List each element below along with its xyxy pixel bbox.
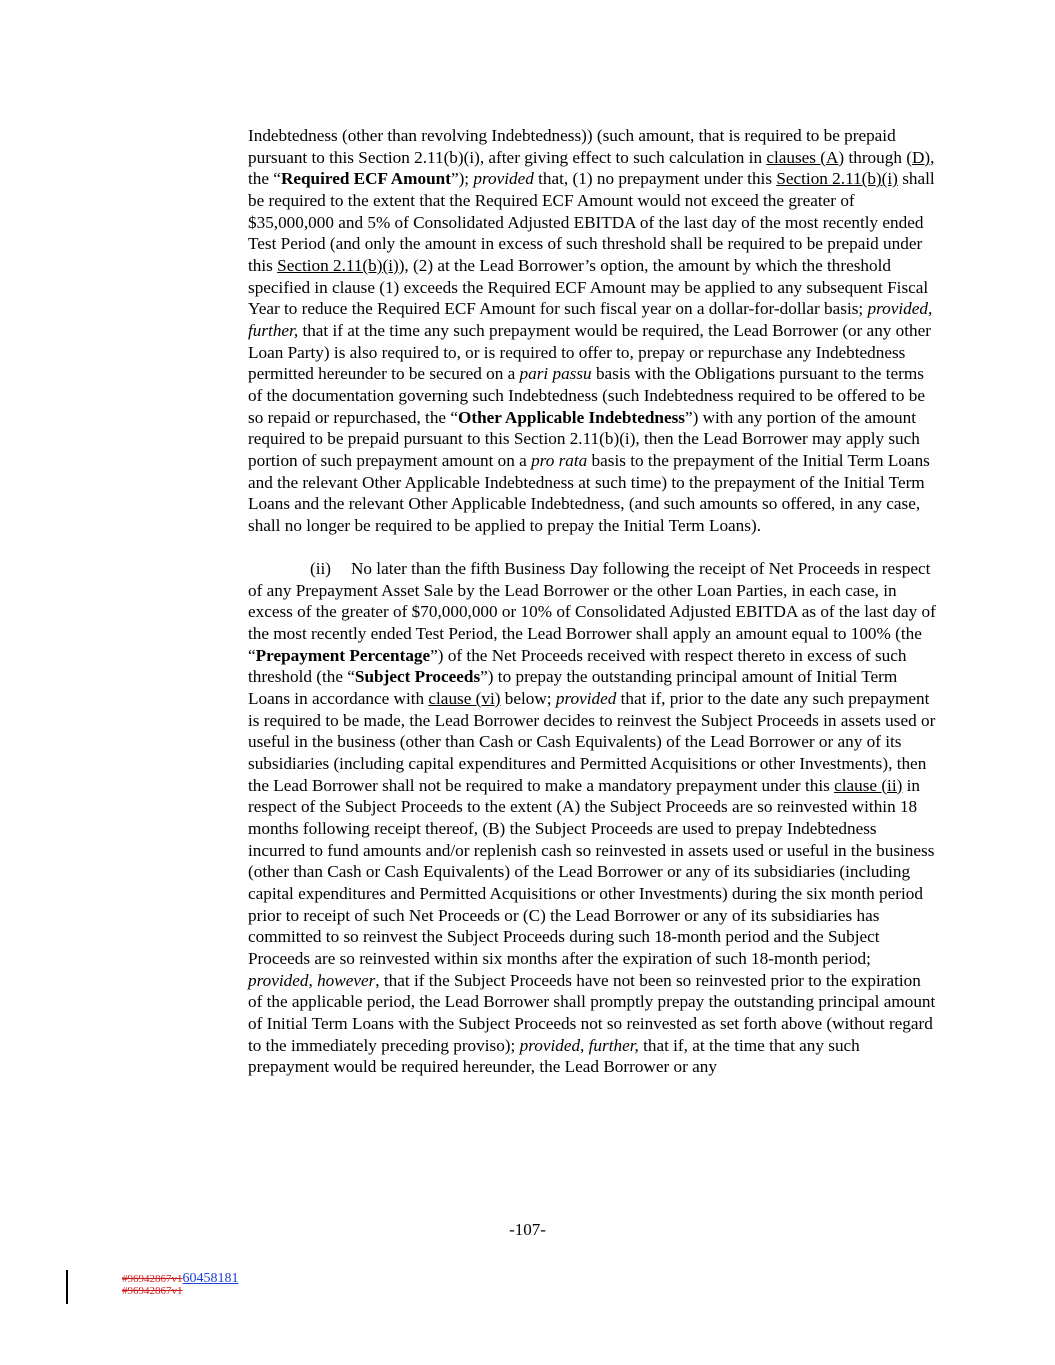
text-run: , the “ (248, 147, 935, 189)
text-run: ), (2) at the Lead Borrower’s option, the amount by which the threshold specified in clause (1) exceeds the Required ECF Amount may be applied to any subsequent Fiscal Year to reduce the Required ECF Amount for such fiscal year on a dollar-for-dollar basis; (248, 255, 929, 319)
italic-term: pro rata (531, 450, 588, 470)
italic-term: provided, further, (519, 1035, 639, 1055)
cross-reference: clauses (A) (766, 147, 845, 167)
text-run: ”) to prepay the outstanding principal amount of Initial Term Loans in accordance with (248, 667, 898, 708)
cross-reference: clause (vi) (428, 689, 501, 708)
inserted-document-id: 60458181 (182, 1271, 239, 1286)
clause-number: (ii) (310, 559, 331, 579)
italic-term: provided (248, 970, 309, 990)
deleted-document-id: #96942867v1 (122, 1273, 183, 1285)
text-run: basis with the Obligations pursuant to the terms of the documentation governing such Indebtedness (such Indebtedness required to be offered to be so repaid or repurchased, the “ (248, 364, 925, 427)
text-run: Indebtedness (other than revolving Indebtedness)) (such amount, that is required to be prepaid pursuant to this Section 2.11(b)(i), after giving effect to such calculation in (248, 126, 896, 167)
italic-term: however (317, 970, 376, 990)
text-run: , (308, 970, 318, 990)
paragraph-clause-ii (248, 558, 938, 1078)
text-run: through (844, 147, 907, 167)
defined-term: Other Applicable Indebtedness (457, 407, 685, 427)
cross-reference: Section 2.11(b)(i) (277, 255, 399, 275)
paragraph-ecf-continuation (248, 125, 938, 536)
text-run: basis to the prepayment of the Initial Term Loans and the relevant Other Applicable Indebtedness at such time) to the prepayment of the Initial Term Loans and the relevant Other Applicable Indebtedness, (and such amounts so offered, in any case, shall no longer be required to be applied to prepay the Initial Term Loans). (248, 450, 930, 535)
document-id-line-1 (122, 1273, 239, 1285)
text-run: , that if the Subject Proceeds have not been so reinvested prior to the expiration of the applicable period, the Lead Borrower shall promptly prepay the outstanding principal amount of Initial Term Loans with the Subject Proceeds not so reinvested as set forth above (without regard to the immediately preceding proviso); (248, 970, 936, 1055)
italic-term: provided (473, 169, 534, 189)
text-run: No later than the fifth Business Day following the receipt of Net Proceeds in respect of any Prepayment Asset Sale by the Lead Borrower or the other Loan Parties, in each case, in excess of the greater of $70,000,000 or 10% of Consolidated Adjusted EBITDA as of the last day of the most recently ended Test Period, the Lead Borrower shall apply an amount equal to 100% (the “ (248, 559, 936, 665)
text-run: below; (500, 689, 556, 708)
text-run: that if, prior to the date any such prepayment is required to be made, the Lead Borrower decides to reinvest the Subject Proceeds in assets used or useful in the business (other than Cash or Cash Equivalents) of the Lead Borrower or any of its subsidiaries (including capital expenditures and Permitted Acquisitions or other Investments), then the Lead Borrower shall not be required to make a mandatory prepayment under this (248, 689, 936, 795)
italic-term: provided (555, 689, 617, 708)
defined-term: Subject Proceeds (354, 667, 481, 687)
text-run: that if, at the time that any such prepayment would be required hereunder, the Lead Borrower or any (248, 1035, 860, 1077)
text-run: shall be required to the extent that the Required ECF Amount would not exceed the greater of $35,000,000 and 5% of Consolidated Adjusted EBITDA of the last day of the most recently ended Test Period (and only the amount in excess of such threshold shall be required to be prepaid under this (248, 169, 935, 275)
cross-reference: Section 2.11(b)(i) (776, 169, 898, 189)
deleted-document-id: #96942867v1 (122, 1285, 183, 1297)
text-run: ”) of the Net Proceeds received with respect thereto in excess of such threshold (the “ (248, 645, 907, 687)
document-id-line-2 (122, 1285, 239, 1297)
italic-term: pari passu (519, 364, 592, 384)
change-bar (66, 1270, 68, 1304)
cross-reference: clause (ii) (834, 775, 903, 795)
document-body (248, 125, 938, 1078)
text-run: that if at the time any such prepayment would be required, the Lead Borrower (or any other Loan Party) is also required to, or is required to offer to, prepay or repurchase any Indebtedness permitted hereunder to be secured on a (248, 320, 931, 384)
text-run: in respect of the Subject Proceeds to the extent (A) the Subject Proceeds are so reinvested within 18 months following receipt thereof, (B) the Subject Proceeds are used to prepay Indebtedness incurred to fund amounts and/or replenish cash so reinvested in assets used or useful in the business (other than Cash or Cash Equivalents) of the Lead Borrower or any of its subsidiaries (including capital expenditures and Permitted Acquisitions or other Investments) during the six month period prior to receipt of such Net Proceeds or (C) the Lead Borrower or any of its subsidiaries has committed to so reinvest the Subject Proceeds during such 18-month period and the Subject Proceeds are so reinvested within six months after the expiration of such 18-month period; (248, 775, 935, 968)
italic-term: provided, further, (248, 299, 933, 340)
document-id-footer (122, 1273, 239, 1297)
text-run: that, (1) no prepayment under this (533, 169, 777, 189)
defined-term: Prepayment Percentage (255, 645, 431, 665)
cross-reference: (D) (906, 147, 931, 167)
page-number: -107- (509, 1220, 546, 1239)
text-run: ”) with any portion of the amount required to be prepaid pursuant to this Section 2.11(b)(i), then the Lead Borrower may apply such portion of such prepayment amount on a (248, 407, 920, 470)
defined-term: Required ECF Amount (280, 169, 451, 189)
text-run: ”); (450, 169, 474, 189)
